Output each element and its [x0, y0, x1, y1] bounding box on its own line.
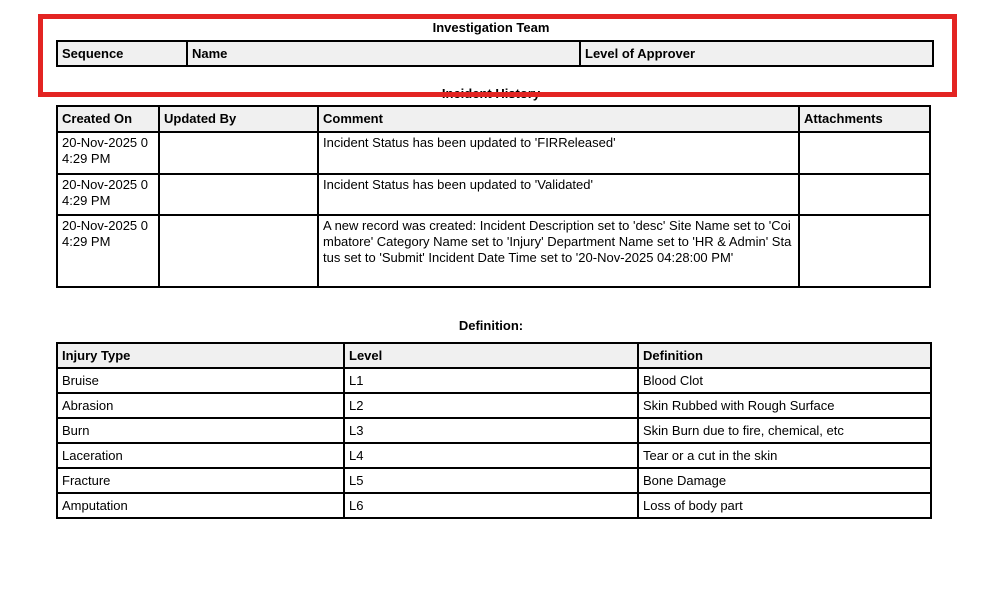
red-highlight-annotation [38, 14, 957, 97]
table-header-row [57, 343, 931, 368]
column-header-name: Name [187, 41, 580, 66]
column-header-injury-type: Injury Type [57, 343, 344, 368]
cell-injury-type: Laceration [57, 443, 344, 468]
table-row [57, 493, 931, 518]
cell-definition: Skin Rubbed with Rough Surface [638, 393, 931, 418]
table-row [57, 215, 930, 287]
cell-comment: Incident Status has been updated to 'Validated' [318, 174, 799, 215]
table-row [57, 443, 931, 468]
cell-injury-type: Burn [57, 418, 344, 443]
table-row [57, 393, 931, 418]
table-row [57, 418, 931, 443]
cell-injury-type: Fracture [57, 468, 344, 493]
cell-attachments [799, 215, 930, 287]
cell-created-on: 20-Nov-2025 04:29 PM [57, 132, 159, 174]
column-header-level: Level [344, 343, 638, 368]
table-row [57, 368, 931, 393]
cell-level: L4 [344, 443, 638, 468]
cell-created-on: 20-Nov-2025 04:29 PM [57, 215, 159, 287]
cell-injury-type: Abrasion [57, 393, 344, 418]
cell-injury-type: Amputation [57, 493, 344, 518]
column-header-sequence: Sequence [57, 41, 187, 66]
table-row [57, 132, 930, 174]
cell-definition: Loss of body part [638, 493, 931, 518]
column-header-level-of-approver: Level of Approver [580, 41, 933, 66]
cell-definition: Skin Burn due to fire, chemical, etc [638, 418, 931, 443]
cell-level: L5 [344, 468, 638, 493]
column-header-created-on: Created On [57, 106, 159, 132]
cell-attachments [799, 174, 930, 215]
investigation-team-heading: Investigation Team [432, 20, 550, 35]
column-header-comment: Comment [318, 106, 799, 132]
cell-level: L2 [344, 393, 638, 418]
column-header-attachments: Attachments [799, 106, 930, 132]
column-header-definition: Definition [638, 343, 931, 368]
cell-level: L6 [344, 493, 638, 518]
cell-level: L1 [344, 368, 638, 393]
table-row [57, 468, 931, 493]
incident-history-table [56, 105, 931, 288]
cell-updated-by [159, 174, 318, 215]
injury-definition-table [56, 342, 932, 519]
cell-definition: Tear or a cut in the skin [638, 443, 931, 468]
cell-definition: Blood Clot [638, 368, 931, 393]
table-row [57, 174, 930, 215]
cell-injury-type: Bruise [57, 368, 344, 393]
cell-created-on: 20-Nov-2025 04:29 PM [57, 174, 159, 215]
cell-comment: A new record was created: Incident Description set to 'desc' Site Name set to 'Coimbatore' Category Name set to 'Injury' Department Name set to 'HR & Admin' Status set to 'Submit' Incident Date Time set to '20-Nov-2025 04:28:00 PM' [318, 215, 799, 287]
cell-level: L3 [344, 418, 638, 443]
cell-updated-by [159, 215, 318, 287]
cell-definition: Bone Damage [638, 468, 931, 493]
definition-heading: Definition: [458, 318, 524, 333]
cell-comment: Incident Status has been updated to 'FIRReleased' [318, 132, 799, 174]
cell-attachments [799, 132, 930, 174]
incident-history-heading: Incident History [441, 86, 541, 101]
table-header-row [57, 106, 930, 132]
cell-updated-by [159, 132, 318, 174]
column-header-updated-by: Updated By [159, 106, 318, 132]
